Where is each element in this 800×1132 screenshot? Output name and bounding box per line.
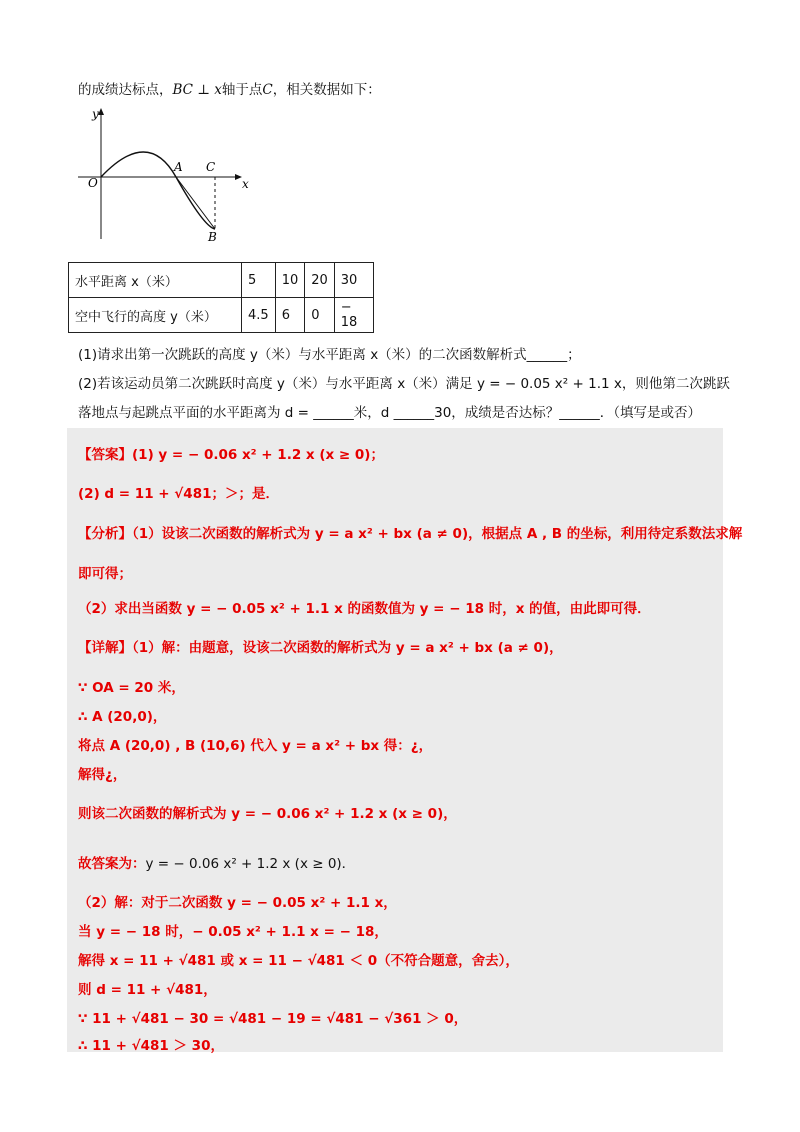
question-2-line-1: (2)若该运动员第二次跳跃时高度 y（米）与水平距离 x（米）满足 y = − 0.05 x² + 1.1 x，则他第二次跳跃: [78, 376, 730, 392]
table-cell: 6: [275, 298, 305, 333]
detail-text: （1）解：由题意，设该二次函数的解析式为 y = a x² + bx (a ≠ 0)，: [132, 640, 563, 656]
detail-line-4: 将点 A (20,0) , B (10,6) 代入 y = a x² + bx 得：¿，: [78, 738, 433, 754]
answer-tag: 【答案】: [78, 447, 132, 463]
y-label: y: [92, 107, 99, 121]
detail-line-9: 当 y = − 18 时，− 0.05 x² + 1.1 x = − 18，: [78, 924, 388, 940]
intro-prefix: 的成绩达标点，: [78, 82, 173, 98]
detail-line-2: ∵ OA = 20 米，: [78, 680, 185, 696]
detail-line-1: [78, 636, 563, 656]
origin-label: O: [88, 176, 98, 190]
point-b-label: B: [208, 230, 217, 244]
analysis-tag: 【分析】: [78, 526, 132, 542]
table-row-label: 水平距离 x（米）: [69, 263, 242, 298]
data-table: [68, 262, 374, 333]
answer-line-1: [78, 443, 384, 463]
detail-line-6: 则该二次函数的解析式为 y = − 0.06 x² + 1.2 x (x ≥ 0)，: [78, 806, 457, 822]
table-cell: 5: [242, 263, 276, 298]
detail-line-7: [78, 852, 355, 872]
question-2-line-2: 落地点与起跳点平面的水平距离为 d = ______米，d ______30，成绩是否达标？______．（填写是或否）: [78, 405, 702, 421]
table-cell: 0: [305, 298, 335, 333]
point-c-label: C: [206, 160, 216, 174]
intro-point: C: [262, 82, 273, 98]
line-ab: [176, 177, 215, 229]
analysis-line-3: （2）求出当函数 y = − 0.05 x² + 1.1 x 的函数值为 y = − 18 时，x 的值，由此即可得．: [78, 601, 651, 617]
detail-tag: 【详解】: [78, 640, 132, 656]
table-row: [69, 263, 374, 298]
analysis-line-2: 即可得；: [78, 566, 132, 582]
parabola-graph: [70, 105, 260, 245]
detail-line-8: （2）解：对于二次函数 y = − 0.05 x² + 1.1 x，: [78, 895, 397, 911]
y-axis-arrow: [98, 108, 104, 115]
analysis-line-1: [78, 522, 742, 542]
table-cell: − 18: [334, 298, 373, 333]
table-cell: 20: [305, 263, 335, 298]
table-cell: 30: [334, 263, 373, 298]
x-axis-arrow: [235, 174, 242, 180]
intro-mid: 轴于点: [221, 82, 263, 98]
detail-line-3: ∴ A (20,0)，: [78, 709, 167, 725]
intro-math: BC ⊥ x: [172, 82, 222, 98]
table-row: [69, 298, 374, 333]
table-cell: 4.5: [242, 298, 276, 333]
x-label: x: [242, 177, 249, 191]
point-a-label: A: [174, 160, 183, 174]
conclusion-text: y = − 0.06 x² + 1.2 x (x ≥ 0)．: [145, 856, 356, 872]
detail-line-13: ∴ 11 + √481 ＞ 30，: [78, 1038, 224, 1054]
detail-line-11: 则 d = 11 + √481，: [78, 982, 217, 998]
detail-line-12: ∵ 11 + √481 − 30 = √481 − 19 = √481 − √361 ＞ 0，: [78, 1011, 468, 1027]
answer-text: (1) y = − 0.06 x² + 1.2 x (x ≥ 0)；: [132, 447, 384, 463]
conclusion-tag: 故答案为：: [78, 856, 146, 872]
answer-line-2: (2) d = 11 + √481；＞；是．: [78, 486, 279, 502]
table-row-label: 空中飞行的高度 y（米）: [69, 298, 242, 333]
detail-line-10: 解得 x = 11 + √481 或 x = 11 − √481 ＜ 0（不符合题意，舍去），: [78, 953, 519, 969]
parabola-curve: [101, 152, 215, 229]
detail-line-5: 解得¿，: [78, 767, 127, 783]
analysis-text: （1）设该二次函数的解析式为 y = a x² + bx (a ≠ 0)，根据点 A , B 的坐标，利用待定系数法求解: [132, 526, 743, 542]
question-1: (1)请求出第一次跳跃的高度 y（米）与水平距离 x（米）的二次函数解析式______；: [78, 347, 581, 363]
intro-line: [78, 78, 381, 98]
intro-suffix: ，相关数据如下：: [272, 82, 381, 98]
table-cell: 10: [275, 263, 305, 298]
